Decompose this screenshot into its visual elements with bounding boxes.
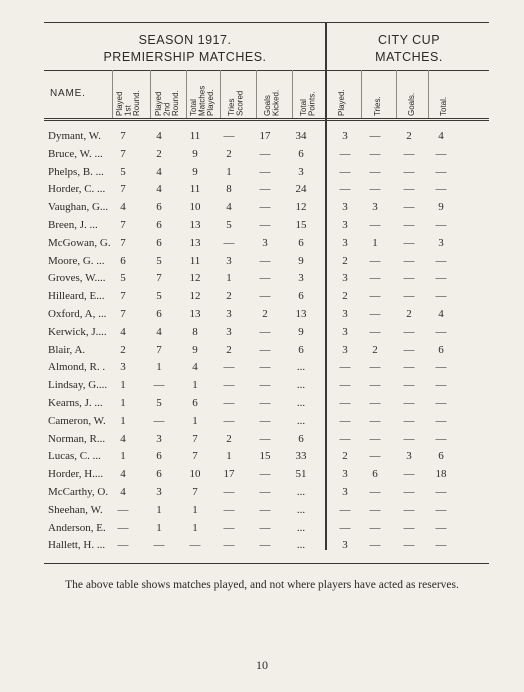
stat-cell-cg: — [403, 290, 415, 303]
stat-cell-tr: 3 [226, 308, 232, 320]
stat-cell-tm: 1 [192, 379, 198, 392]
stat-cell-tp: 12 [295, 201, 307, 214]
stat-cell-ct: — [369, 254, 381, 267]
stat-cell-tr: — [223, 539, 235, 552]
page-number: 10 [256, 658, 268, 672]
stat-cell-ctot: — [435, 325, 447, 338]
stat-cell-cg: — [403, 343, 415, 356]
stat-cell-p1: 7 [120, 236, 126, 249]
player-name: Vaughan, G... [48, 201, 109, 214]
stat-cell-p2: — [153, 379, 165, 392]
stat-cell-p2: 3 [156, 486, 162, 498]
stat-cell-ctot: 9 [438, 201, 444, 214]
stat-cell-p2: 4 [156, 325, 162, 338]
stat-cell-tm: 4 [192, 361, 198, 374]
stat-cell-tr: 17 [223, 468, 235, 481]
stat-cell-tp: 6 [298, 290, 304, 303]
stat-cell-tm: 10 [189, 468, 201, 481]
stat-cell-p2: — [153, 414, 165, 427]
stat-cell-tr: — [223, 130, 235, 142]
stat-cell-cp: 3 [342, 272, 348, 285]
stat-cell-cp: — [339, 361, 351, 374]
stat-cell-cg: — [403, 414, 415, 427]
player-name: Oxford, A, ... [48, 308, 107, 320]
stat-cell-ctot: 18 [435, 468, 447, 481]
stat-cell-cp: 3 [342, 486, 348, 498]
stat-cell-cg: — [403, 272, 415, 285]
stat-cell-p1: 7 [120, 308, 126, 320]
city-cup-title: CITY CUP [377, 33, 441, 47]
stat-cell-gk: — [259, 343, 271, 356]
stat-cell-p2: 4 [156, 165, 162, 178]
stat-cell-tr: 5 [226, 219, 232, 231]
bottom-rule [44, 563, 489, 564]
stat-cell-cp: — [339, 397, 351, 409]
player-name: Moore, G. ... [48, 254, 105, 267]
stat-cell-gk: — [259, 147, 271, 160]
cup-played-header: Played. [337, 89, 346, 116]
stat-cell-p2: 7 [156, 272, 162, 285]
stat-cell-p2: 5 [156, 397, 162, 409]
stat-cell-cg: 2 [406, 130, 412, 142]
top-rule [44, 22, 489, 23]
header-sep [256, 70, 257, 118]
stat-cell-ctot: — [435, 183, 447, 196]
player-name: Lucas, C. ... [48, 450, 101, 463]
stat-cell-tp: ... [296, 503, 306, 516]
season-title: SEASON 1917. [138, 33, 232, 47]
stat-cell-cp: 2 [342, 290, 348, 303]
stat-cell-gk: — [259, 432, 271, 445]
player-name: Bruce, W. ... [48, 147, 103, 160]
cup-goals-header: Goals. [407, 92, 416, 116]
stat-cell-tp: 6 [298, 432, 304, 445]
stat-cell-tr: 2 [226, 343, 232, 356]
stat-cell-p2: — [153, 539, 165, 552]
stat-cell-cp: — [339, 165, 351, 178]
stat-cell-tp: 9 [298, 325, 304, 338]
stat-cell-ctot: 4 [438, 308, 444, 320]
stat-cell-tr: — [223, 521, 235, 534]
stat-cell-p2: 6 [156, 450, 162, 463]
stat-cell-cg: — [403, 325, 415, 338]
stat-cell-cg: — [403, 432, 415, 445]
stat-cell-ctot: — [435, 147, 447, 160]
header-sep [396, 70, 397, 118]
player-name: Sheehan, W. [48, 503, 103, 516]
stat-cell-cp: 3 [342, 201, 348, 214]
premiership-subtitle: PREMIERSHIP MATCHES. [103, 50, 267, 64]
stat-cell-gk: — [259, 379, 271, 392]
stat-cell-gk: 15 [259, 450, 271, 463]
stat-cell-ct: — [369, 308, 381, 320]
stat-cell-tp: 6 [298, 236, 304, 249]
stat-cell-p2: 7 [156, 343, 162, 356]
stat-cell-tm: 7 [192, 432, 198, 445]
stat-cell-gk: — [259, 201, 271, 214]
stat-cell-tr: 3 [226, 325, 232, 338]
stat-cell-ct: — [369, 361, 381, 374]
stat-cell-ctot: — [435, 503, 447, 516]
stat-cell-cg: — [403, 468, 415, 481]
city-cup-heading [334, 32, 484, 66]
stat-cell-tr: 2 [226, 147, 232, 160]
stat-cell-p2: 1 [156, 503, 162, 516]
stat-cell-tp: ... [296, 539, 306, 552]
stat-cell-cp: 3 [342, 468, 348, 481]
stat-cell-tr: 1 [226, 165, 232, 178]
stat-cell-cp: — [339, 503, 351, 516]
played-2nd-round-header: Played 2nd Round. [154, 90, 180, 116]
stat-cell-ct: — [369, 147, 381, 160]
stat-cell-p1: 4 [120, 432, 126, 445]
stat-cell-cp: — [339, 147, 351, 160]
stat-cell-ct: — [369, 130, 381, 142]
stat-cell-gk: — [259, 272, 271, 285]
stat-cell-gk: — [259, 521, 271, 534]
stat-cell-p2: 2 [156, 147, 162, 160]
stat-cell-cg: — [403, 254, 415, 267]
stat-cell-cg: — [403, 201, 415, 214]
cup-tries-header: Tries. [373, 96, 382, 116]
total-matches-played-header: Total Matches Played. [189, 85, 215, 116]
stat-cell-ctot: — [435, 379, 447, 392]
stat-cell-tp: ... [296, 521, 306, 534]
stat-cell-ct: — [369, 325, 381, 338]
tries-scored-header: Tries Scored [227, 90, 245, 116]
stat-cell-ct: — [369, 432, 381, 445]
stat-cell-tr: 1 [226, 450, 232, 463]
stat-cell-ctot: — [435, 290, 447, 303]
stat-cell-tm: 8 [192, 325, 198, 338]
stat-cell-ct: 1 [372, 236, 378, 249]
stat-cell-gk: — [259, 397, 271, 409]
stat-cell-tm: 12 [189, 272, 201, 285]
stat-cell-tp: ... [296, 379, 306, 392]
stat-cell-tp: ... [296, 361, 306, 374]
stat-cell-tp: ... [296, 414, 306, 427]
stat-cell-p2: 5 [156, 290, 162, 303]
stat-cell-p1: 7 [120, 130, 126, 142]
stat-cell-ctot: — [435, 272, 447, 285]
stat-cell-tm: — [189, 539, 201, 552]
player-name: Kerwick, J.... [48, 325, 107, 338]
player-name: Lindsay, G.... [48, 379, 108, 392]
stat-cell-ctot: — [435, 219, 447, 231]
stat-cell-p2: 6 [156, 219, 162, 231]
stat-cell-gk: 17 [259, 130, 271, 142]
stat-cell-ct: — [369, 539, 381, 552]
stat-cell-cg: 2 [406, 308, 412, 320]
stat-cell-tp: 15 [295, 219, 307, 231]
stat-cell-cp: 3 [342, 539, 348, 552]
player-name: Horder, H.... [48, 468, 104, 481]
player-name: Anderson, E. [48, 521, 106, 534]
stat-cell-ct: 2 [372, 343, 378, 356]
stat-cell-ctot: — [435, 397, 447, 409]
stat-cell-ct: — [369, 397, 381, 409]
goals-kicked-header: Goals Kicked. [263, 89, 281, 116]
player-name: Kearns, J. ... [48, 397, 103, 409]
stat-cell-p1: 1 [120, 397, 126, 409]
stat-cell-tr: — [223, 361, 235, 374]
stat-cell-gk: — [259, 219, 271, 231]
stat-cell-cp: — [339, 521, 351, 534]
stat-cell-tp: ... [296, 486, 306, 498]
stat-cell-tp: 33 [295, 450, 307, 463]
stat-cell-p1: 4 [120, 201, 126, 214]
stat-cell-cg: — [403, 503, 415, 516]
stat-cell-ct: 6 [372, 468, 378, 481]
stat-cell-tp: ... [296, 397, 306, 409]
header-sep [186, 70, 187, 118]
stat-cell-p2: 6 [156, 201, 162, 214]
stat-cell-tr: — [223, 397, 235, 409]
stat-cell-p1: — [117, 503, 129, 516]
stat-cell-gk: — [259, 325, 271, 338]
stat-cell-cp: — [339, 183, 351, 196]
stat-cell-p2: 4 [156, 183, 162, 196]
stat-cell-cg: — [403, 521, 415, 534]
player-name: McGowan, G. [48, 236, 111, 249]
stat-cell-p2: 6 [156, 468, 162, 481]
header-sep [361, 70, 362, 118]
stat-cell-cp: 3 [342, 308, 348, 320]
stat-cell-gk: — [259, 414, 271, 427]
stat-cell-gk: — [259, 468, 271, 481]
stat-cell-cp: 3 [342, 325, 348, 338]
stat-cell-cp: 3 [342, 236, 348, 249]
stat-cell-ctot: — [435, 254, 447, 267]
stat-cell-tp: 3 [298, 165, 304, 178]
player-name: Hilleard, E... [48, 290, 105, 303]
stat-cell-gk: — [259, 290, 271, 303]
stat-cell-tr: 1 [226, 272, 232, 285]
stat-cell-ct: — [369, 183, 381, 196]
stat-cell-p1: 5 [120, 272, 126, 285]
stat-cell-p2: 5 [156, 254, 162, 267]
stat-cell-cp: 3 [342, 219, 348, 231]
stat-cell-tr: 2 [226, 290, 232, 303]
stat-cell-tm: 9 [192, 343, 198, 356]
player-name: Blair, A. [48, 343, 86, 356]
stat-cell-p2: 6 [156, 308, 162, 320]
stat-cell-gk: 3 [262, 236, 268, 249]
stat-cell-cg: — [403, 397, 415, 409]
stat-cell-gk: — [259, 183, 271, 196]
stat-cell-ctot: — [435, 521, 447, 534]
stat-cell-ctot: — [435, 414, 447, 427]
stat-cell-tm: 11 [189, 254, 201, 267]
stat-cell-gk: — [259, 361, 271, 374]
stat-cell-cg: — [403, 219, 415, 231]
stat-cell-p2: 1 [156, 521, 162, 534]
stat-cell-p1: 3 [120, 361, 126, 374]
stat-cell-tm: 1 [192, 521, 198, 534]
stat-cell-cp: 2 [342, 254, 348, 267]
stat-cell-p1: 1 [120, 379, 126, 392]
header-top-rule [44, 70, 489, 71]
stat-cell-tm: 13 [189, 236, 201, 249]
stat-cell-cp: — [339, 414, 351, 427]
player-name: Almond, R. . [48, 361, 106, 374]
stat-cell-gk: — [259, 165, 271, 178]
stat-cell-ctot: 6 [438, 343, 444, 356]
stat-cell-p1: 1 [120, 414, 126, 427]
stat-cell-cp: 3 [342, 130, 348, 142]
stat-cell-gk: — [259, 503, 271, 516]
player-name: McCarthy, O. [48, 486, 109, 498]
stat-cell-ctot: 6 [438, 450, 444, 463]
stat-cell-tp: 34 [295, 130, 307, 142]
stat-cell-tm: 1 [192, 414, 198, 427]
stat-cell-p2: 4 [156, 130, 162, 142]
stat-cell-p1: — [117, 539, 129, 552]
stat-cell-tr: — [223, 503, 235, 516]
stat-cell-tm: 6 [192, 397, 198, 409]
stat-cell-ctot: — [435, 165, 447, 178]
stat-cell-tr: 3 [226, 254, 232, 267]
table-row [0, 539, 524, 559]
stat-cell-ct: — [369, 450, 381, 463]
player-name: Hallett, H. ... [48, 539, 106, 552]
stat-cell-cp: — [339, 432, 351, 445]
stat-cell-ct: — [369, 165, 381, 178]
header-sep [112, 70, 113, 118]
stat-cell-tm: 7 [192, 486, 198, 498]
stat-cell-p2: 3 [156, 432, 162, 445]
stat-cell-p1: 6 [120, 254, 126, 267]
header-sep [150, 70, 151, 118]
stat-cell-cg: — [403, 165, 415, 178]
stat-cell-gk: 2 [262, 308, 268, 320]
stat-cell-gk: — [259, 486, 271, 498]
stat-cell-p2: 6 [156, 236, 162, 249]
stat-cell-tr: — [223, 486, 235, 498]
footnote: The above table shows matches played, and not where players have acted as reserves. [65, 579, 459, 591]
stat-cell-ctot: 4 [438, 130, 444, 142]
stat-cell-ct: — [369, 503, 381, 516]
stat-cell-tp: 51 [295, 468, 307, 481]
stat-cell-tm: 9 [192, 147, 198, 160]
player-name: Norman, R... [48, 432, 106, 445]
stat-cell-gk: — [259, 539, 271, 552]
stat-cell-cg: — [403, 361, 415, 374]
stat-cell-tm: 7 [192, 450, 198, 463]
stat-cell-p1: 7 [120, 183, 126, 196]
stat-cell-tr: 2 [226, 432, 232, 445]
stat-cell-tp: 6 [298, 147, 304, 160]
stat-cell-tr: — [223, 379, 235, 392]
stat-cell-ct: — [369, 414, 381, 427]
stat-cell-tp: 3 [298, 272, 304, 285]
stat-cell-tm: 11 [189, 130, 201, 142]
stat-cell-cg: — [403, 183, 415, 196]
stat-cell-tm: 11 [189, 183, 201, 196]
stat-cell-ctot: 3 [438, 236, 444, 249]
stat-cell-ct: — [369, 290, 381, 303]
stat-cell-p1: 7 [120, 219, 126, 231]
name-column-header: NAME. [50, 88, 86, 99]
season-heading [60, 32, 310, 66]
stat-cell-tp: 6 [298, 343, 304, 356]
stat-cell-p1: 4 [120, 486, 126, 498]
stat-cell-tr: 8 [226, 183, 232, 196]
stat-cell-ctot: — [435, 361, 447, 374]
total-points-header: Total Points. [299, 91, 317, 116]
stat-cell-tp: 13 [295, 308, 307, 320]
stat-cell-tm: 12 [189, 290, 201, 303]
stat-cell-cg: — [403, 486, 415, 498]
header-sep [428, 70, 429, 118]
stat-cell-ct: 3 [372, 201, 378, 214]
stat-cell-cg: 3 [406, 450, 412, 463]
player-name: Dymant, W. [48, 130, 101, 142]
stat-cell-cp: — [339, 379, 351, 392]
stat-cell-p1: 4 [120, 468, 126, 481]
stat-cell-tr: 4 [226, 201, 232, 214]
stat-cell-ctot: — [435, 539, 447, 552]
stat-cell-p1: 2 [120, 343, 126, 356]
stat-cell-ctot: — [435, 486, 447, 498]
stat-cell-cg: — [403, 539, 415, 552]
player-name: Breen, J. ... [48, 219, 98, 231]
header-sep [292, 70, 293, 118]
stat-cell-p1: 4 [120, 325, 126, 338]
stat-cell-tr: — [223, 236, 235, 249]
stat-cell-ct: — [369, 521, 381, 534]
stat-cell-ctot: — [435, 432, 447, 445]
stat-cell-p1: 1 [120, 450, 126, 463]
stat-cell-gk: — [259, 254, 271, 267]
player-name: Cameron, W. [48, 414, 106, 427]
stat-cell-cg: — [403, 147, 415, 160]
stat-cell-p1: 5 [120, 165, 126, 178]
stat-cell-tm: 13 [189, 308, 201, 320]
header-bottom-rule [44, 118, 489, 119]
stat-cell-tm: 9 [192, 165, 198, 178]
stat-cell-p1: 7 [120, 147, 126, 160]
stat-cell-ct: — [369, 379, 381, 392]
city-cup-subtitle: MATCHES. [375, 50, 443, 64]
header-bottom-rule-2 [44, 120, 489, 121]
stat-cell-p2: 1 [156, 361, 162, 374]
stat-cell-cg: — [403, 379, 415, 392]
stat-cell-tr: — [223, 414, 235, 427]
played-1st-round-header: Played 1st Round. [115, 90, 141, 116]
stat-cell-p1: 7 [120, 290, 126, 303]
stat-cell-tm: 13 [189, 219, 201, 231]
stat-cell-ct: — [369, 219, 381, 231]
stat-cell-ct: — [369, 272, 381, 285]
stat-cell-tp: 9 [298, 254, 304, 267]
stat-cell-tm: 1 [192, 503, 198, 516]
player-name: Groves, W.... [48, 272, 106, 285]
stat-cell-tp: 24 [295, 183, 307, 196]
stat-cell-cg: — [403, 236, 415, 249]
stat-cell-ct: — [369, 486, 381, 498]
stat-cell-cp: 3 [342, 343, 348, 356]
header-sep [220, 70, 221, 118]
player-name: Horder, C. ... [48, 183, 106, 196]
stat-cell-tm: 10 [189, 201, 201, 214]
cup-total-header: Total. [439, 96, 448, 116]
stat-cell-p1: — [117, 521, 129, 534]
player-name: Phelps, B. ... [48, 165, 104, 178]
stat-cell-cp: 2 [342, 450, 348, 463]
